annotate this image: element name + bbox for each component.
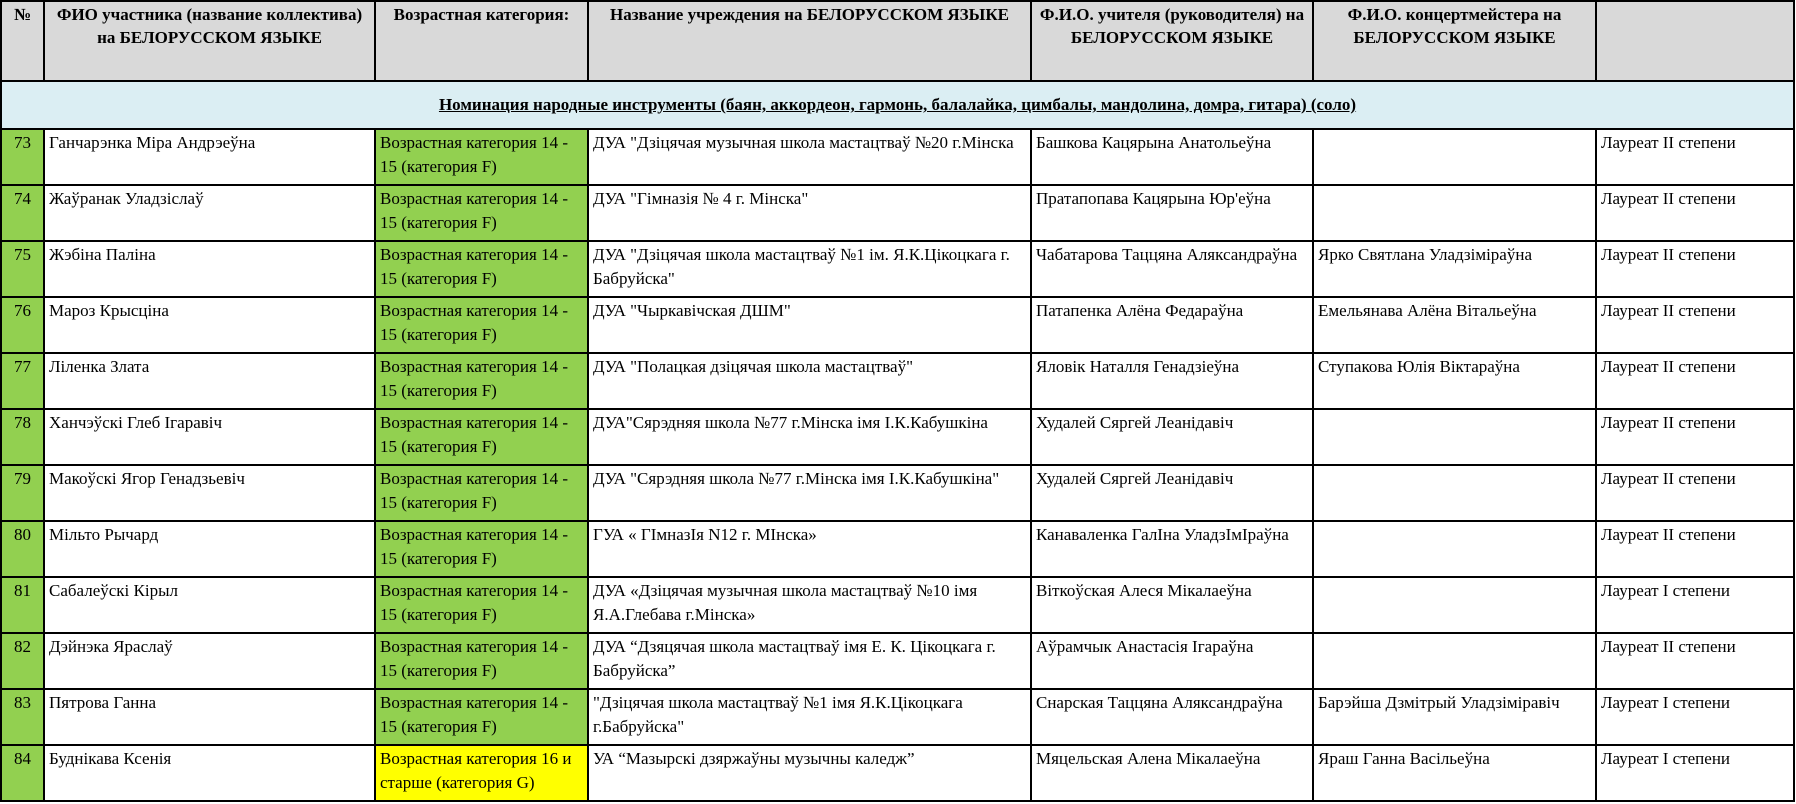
header-participant[interactable]: ФИО участника (название коллектива) на БЕЛОРУССКОМ ЯЗЫКЕ: [44, 1, 375, 81]
cell-accompanist[interactable]: [1313, 185, 1596, 241]
cell-result[interactable]: Лауреат I степени: [1596, 577, 1794, 633]
cell-result[interactable]: Лауреат I степени: [1596, 689, 1794, 745]
cell-participant[interactable]: Сабалеўскі Кірыл: [44, 577, 375, 633]
cell-institution[interactable]: ДУА “Дзяцячая школа мастацтваў імя Е. К. Цікоцкага г. Бабруйска”: [588, 633, 1031, 689]
cell-num[interactable]: 78: [1, 409, 44, 465]
cell-participant[interactable]: Пятрова Ганна: [44, 689, 375, 745]
header-result[interactable]: [1596, 1, 1794, 81]
header-row: [1, 1, 1794, 81]
cell-teacher[interactable]: Башкова Кацярына Анатольеўна: [1031, 129, 1313, 185]
cell-accompanist[interactable]: Ступакова Юлія Віктараўна: [1313, 353, 1596, 409]
cell-num[interactable]: 76: [1, 297, 44, 353]
header-accompanist[interactable]: Ф.И.О. концертмейстера на БЕЛОРУССКОМ ЯЗЫКЕ: [1313, 1, 1596, 81]
cell-result[interactable]: Лауреат II степени: [1596, 521, 1794, 577]
cell-teacher[interactable]: Чабатарова Таццяна Аляксандраўна: [1031, 241, 1313, 297]
cell-participant[interactable]: Ханчэўскі Глеб Ігаравіч: [44, 409, 375, 465]
cell-institution[interactable]: "Дзіцячая школа мастацтваў №1 імя Я.К.Цікоцкага г.Бабруйска": [588, 689, 1031, 745]
cell-result[interactable]: Лауреат II степени: [1596, 185, 1794, 241]
cell-num[interactable]: 83: [1, 689, 44, 745]
cell-institution[interactable]: ГУА « ГІмназІя N12 г. МІнска»: [588, 521, 1031, 577]
cell-participant[interactable]: Дэйнэка Яраслаў: [44, 633, 375, 689]
cell-teacher[interactable]: Канаваленка ГалІна УладзІмІраўна: [1031, 521, 1313, 577]
cell-institution[interactable]: УА “Мазырскі дзяржаўны музычны каледж”: [588, 745, 1031, 801]
cell-institution[interactable]: ДУА «Дзіцячая музычная школа мастацтваў №10 імя Я.А.Глебава г.Мінска»: [588, 577, 1031, 633]
table-row: [1, 577, 1794, 633]
cell-accompanist[interactable]: Емельянава Алёна Вітальеўна: [1313, 297, 1596, 353]
nomination-row: [1, 81, 1794, 129]
cell-category[interactable]: Возрастная категория 14 - 15 (категория F): [375, 521, 588, 577]
cell-result[interactable]: Лауреат II степени: [1596, 129, 1794, 185]
cell-participant[interactable]: Жаўранак Уладзіслаў: [44, 185, 375, 241]
cell-category[interactable]: Возрастная категория 14 - 15 (категория F): [375, 297, 588, 353]
cell-result[interactable]: Лауреат II степени: [1596, 241, 1794, 297]
cell-category[interactable]: Возрастная категория 14 - 15 (категория F): [375, 353, 588, 409]
cell-result[interactable]: Лауреат II степени: [1596, 353, 1794, 409]
cell-participant[interactable]: Мароз Крысціна: [44, 297, 375, 353]
cell-accompanist[interactable]: Яраш Ганна Васільеўна: [1313, 745, 1596, 801]
cell-category[interactable]: Возрастная категория 14 - 15 (категория F): [375, 185, 588, 241]
cell-result[interactable]: Лауреат I степени: [1596, 745, 1794, 801]
cell-teacher[interactable]: Мяцельская Алена Мікалаеўна: [1031, 745, 1313, 801]
cell-category[interactable]: Возрастная категория 14 - 15 (категория F): [375, 129, 588, 185]
cell-num[interactable]: 80: [1, 521, 44, 577]
cell-category[interactable]: Возрастная категория 14 - 15 (категория F): [375, 409, 588, 465]
header-num[interactable]: №: [1, 1, 44, 81]
cell-result[interactable]: Лауреат II степени: [1596, 633, 1794, 689]
cell-teacher[interactable]: Снарская Таццяна Аляксандраўна: [1031, 689, 1313, 745]
table-row: [1, 745, 1794, 801]
table-row: [1, 409, 1794, 465]
cell-institution[interactable]: ДУА "Дзіцячая школа мастацтваў №1 ім. Я.К.Цікоцкага г. Бабруйска": [588, 241, 1031, 297]
table-row: [1, 689, 1794, 745]
cell-num[interactable]: 81: [1, 577, 44, 633]
cell-result[interactable]: Лауреат II степени: [1596, 409, 1794, 465]
cell-institution[interactable]: ДУА "Гімназія № 4 г. Мінска": [588, 185, 1031, 241]
cell-institution[interactable]: ДУА"Сярэдняя школа №77 г.Мінска імя І.К.Кабушкіна: [588, 409, 1031, 465]
cell-accompanist[interactable]: [1313, 521, 1596, 577]
cell-participant[interactable]: Буднікава Ксенія: [44, 745, 375, 801]
table-row: [1, 633, 1794, 689]
cell-category[interactable]: Возрастная категория 14 - 15 (категория F): [375, 633, 588, 689]
header-category[interactable]: Возрастная категория:: [375, 1, 588, 81]
cell-institution[interactable]: ДУА "Сярэдняя школа №77 г.Мінска імя І.К.Кабушкіна": [588, 465, 1031, 521]
cell-accompanist[interactable]: [1313, 633, 1596, 689]
cell-num[interactable]: 74: [1, 185, 44, 241]
cell-participant[interactable]: Жэбіна Паліна: [44, 241, 375, 297]
cell-participant[interactable]: Макоўскі Ягор Генадзьевіч: [44, 465, 375, 521]
cell-category[interactable]: Возрастная категория 14 - 15 (категория F): [375, 577, 588, 633]
cell-num[interactable]: 75: [1, 241, 44, 297]
cell-teacher[interactable]: Аўрамчык Анастасія Ігараўна: [1031, 633, 1313, 689]
nomination-title[interactable]: Номинация народные инструменты (баян, аккордеон, гармонь, балалайка, цимбалы, мандолина, домра, гитара) (соло): [1, 81, 1794, 129]
table-row: [1, 185, 1794, 241]
cell-participant[interactable]: Мільто Рычард: [44, 521, 375, 577]
cell-result[interactable]: Лауреат II степени: [1596, 297, 1794, 353]
cell-num[interactable]: 73: [1, 129, 44, 185]
table-row: [1, 521, 1794, 577]
table-row: [1, 241, 1794, 297]
header-institution[interactable]: Название учреждения на БЕЛОРУССКОМ ЯЗЫКЕ: [588, 1, 1031, 81]
cell-accompanist[interactable]: [1313, 465, 1596, 521]
cell-num[interactable]: 79: [1, 465, 44, 521]
cell-category[interactable]: Возрастная категория 16 и старше (категория G): [375, 745, 588, 801]
header-teacher[interactable]: Ф.И.О. учителя (руководителя) на БЕЛОРУССКОМ ЯЗЫКЕ: [1031, 1, 1313, 81]
cell-accompanist[interactable]: [1313, 577, 1596, 633]
cell-teacher[interactable]: Патапенка Алёна Федараўна: [1031, 297, 1313, 353]
table-row: [1, 465, 1794, 521]
cell-institution[interactable]: ДУА "Полацкая дзіцячая школа мастацтваў": [588, 353, 1031, 409]
cell-accompanist[interactable]: [1313, 129, 1596, 185]
cell-participant[interactable]: Ліленка Злата: [44, 353, 375, 409]
cell-institution[interactable]: ДУА "Чыркавічская ДШМ": [588, 297, 1031, 353]
cell-num[interactable]: 82: [1, 633, 44, 689]
cell-institution[interactable]: ДУА "Дзіцячая музычная школа мастацтваў №20 г.Мінска: [588, 129, 1031, 185]
cell-participant[interactable]: Ганчарэнка Міра Андрэеўна: [44, 129, 375, 185]
table-row: [1, 129, 1794, 185]
cell-teacher[interactable]: Пратапопава Кацярына Юр'еўна: [1031, 185, 1313, 241]
cell-teacher[interactable]: Худалей Сяргей Леанідавіч: [1031, 409, 1313, 465]
cell-accompanist[interactable]: Ярко Святлана Уладзіміраўна: [1313, 241, 1596, 297]
cell-result[interactable]: Лауреат II степени: [1596, 465, 1794, 521]
cell-num[interactable]: 84: [1, 745, 44, 801]
cell-teacher[interactable]: Віткоўская Алеся Мікалаеўна: [1031, 577, 1313, 633]
cell-category[interactable]: Возрастная категория 14 - 15 (категория F): [375, 689, 588, 745]
cell-num[interactable]: 77: [1, 353, 44, 409]
cell-teacher[interactable]: Яловік Наталля Генадзіеўна: [1031, 353, 1313, 409]
cell-teacher[interactable]: Худалей Сяргей Леанідавіч: [1031, 465, 1313, 521]
cell-category[interactable]: Возрастная категория 14 - 15 (категория F): [375, 465, 588, 521]
table-row: [1, 297, 1794, 353]
cell-accompanist[interactable]: Барэйша Дзмітрый Уладзіміравіч: [1313, 689, 1596, 745]
table-row: [1, 353, 1794, 409]
cell-accompanist[interactable]: [1313, 409, 1596, 465]
cell-category[interactable]: Возрастная категория 14 - 15 (категория F): [375, 241, 588, 297]
